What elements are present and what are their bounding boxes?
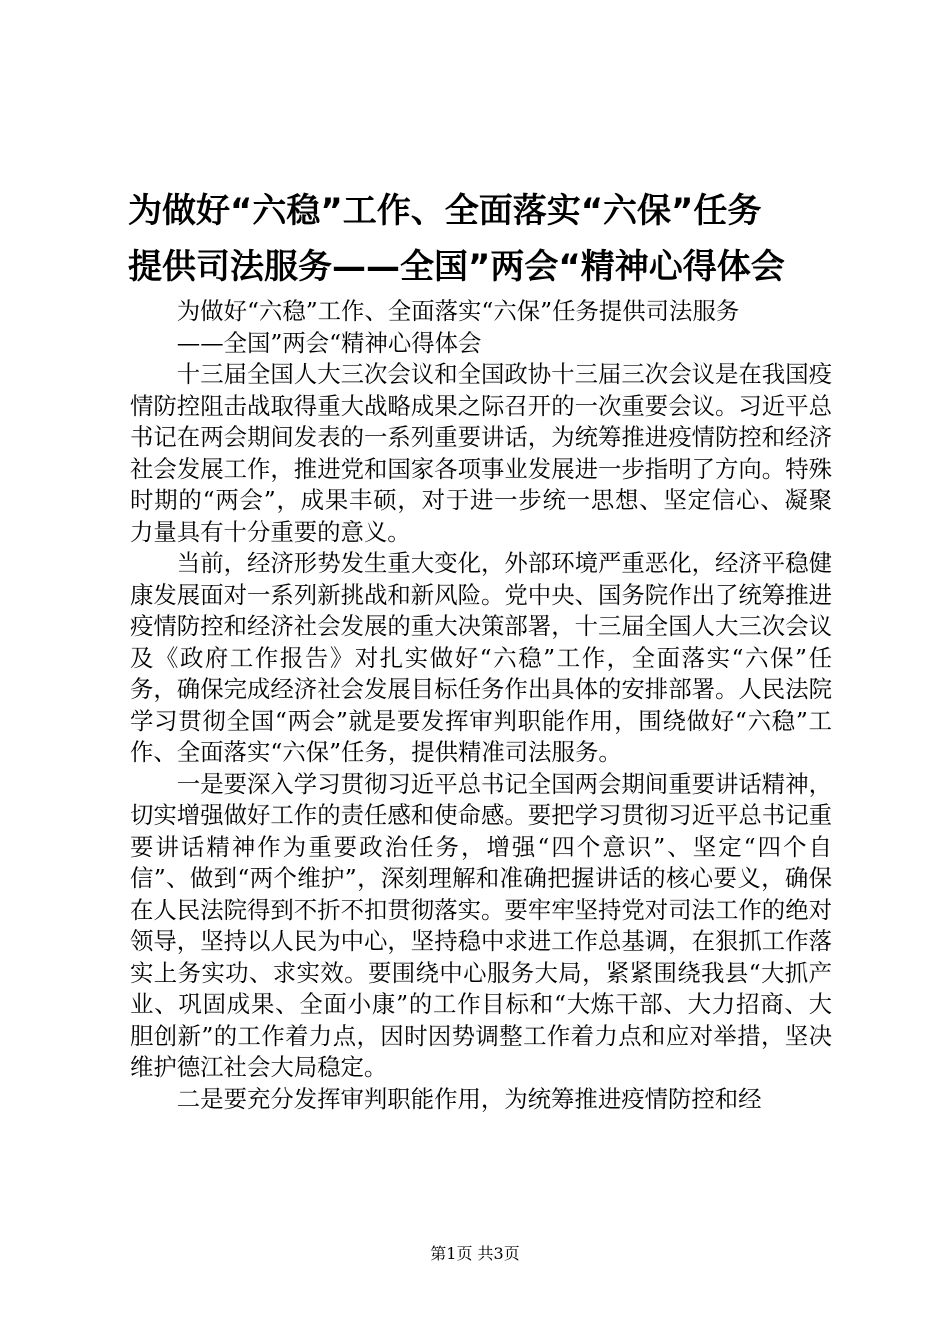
page-footer [0, 1244, 950, 1264]
paragraph-3: 一是要深入学习贯彻习近平总书记全国两会期间重要讲话精神，切实增强做好工作的责任感和使命感。要把学习贯彻习近平总书记重要讲话精神作为重要政治任务，增强“四个意识”、坚定“四个自信”、做到“两个维护”，深刻理解和准确把握讲话的核心要义，确保在人民法院得到不折不扣贯彻落实。要牢牢坚持党对司法工作的绝对领导，坚持以人民为中心，坚持稳中求进工作总基调，在狠抓工作落实上务实功、求实效。要围绕中心服务大局，紧紧围绕我县“大抓产业、巩固成果、全面小康”的工作目标和“大炼干部、大力招商、大胆创新”的工作着力点，因时因势调整工作着力点和应对举措，坚决维护德江社会大局稳定。 [130, 769, 832, 1081]
title-line-1: 为做好“六稳”工作、全面落实“六保”任务 [128, 191, 762, 231]
subtitle-sub: ——全国”两会“精神心得体会 [176, 328, 482, 357]
document-title [128, 183, 828, 295]
subtitle-main: 为做好“六稳”工作、全面落实“六保”任务提供司法服务 [176, 297, 740, 325]
paragraph-4: 二是要充分发挥审判职能作用，为统筹推进疫情防控和经 [176, 1084, 762, 1113]
document-body [130, 296, 832, 1115]
paragraph-1: 十三届全国人大三次会议和全国政协十三届三次会议是在我国疫情防控阻击战取得重大战略成果之际召开的一次重要会议。习近平总书记在两会期间发表的一系列重要讲话，为统筹推进疫情防控和经济社会发展工作，推进党和国家各项事业发展进一步指明了方向。特殊时期的“两会”，成果丰硕，对于进一步统一思想、坚定信心、凝聚力量具有十分重要的意义。 [130, 360, 832, 546]
title-line-2: 提供司法服务——全国”两会“精神心得体会 [128, 247, 785, 287]
page-indicator: 第1页 共3页 [430, 1244, 520, 1263]
paragraph-2: 当前，经济形势发生重大变化，外部环境严重恶化，经济平稳健康发展面对一系列新挑战和新风险。党中央、国务院作出了统筹推进疫情防控和经济社会发展的重大决策部署，十三届全国人大三次会议及《政府工作报告》对扎实做好“六稳”工作，全面落实“六保”任务，确保完成经济社会发展目标任务作出具体的安排部署。人民法院学习贯彻全国“两会”就是要发挥审判职能作用，围绕做好“六稳”工作、全面落实“六保”任务，提供精准司法服务。 [130, 549, 832, 766]
